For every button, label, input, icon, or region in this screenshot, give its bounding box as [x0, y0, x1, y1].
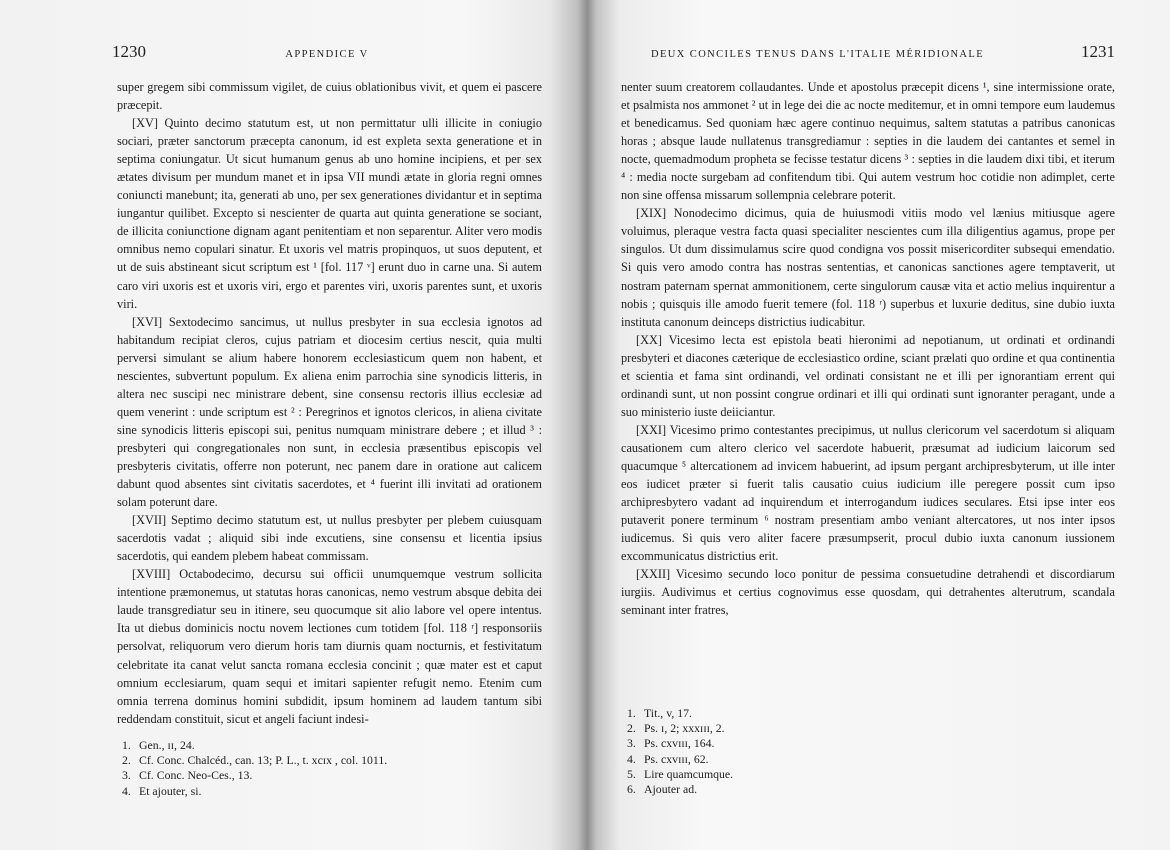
footnote-text: Cf. Conc. Chalcéd., can. 13; P. L., t. xcɪx , col. 1011.: [139, 753, 388, 768]
paragraph: [XVI] Sextodecimo sancimus, ut nullus presbyter in sua ecclesia ignotos ad habitandum recipiat cleros, cujus patriam et diocesim certius nescit, quia multi perversi simulant se alium habere honorem ecclesiasticum quem non habent, et nescientes, subvertunt populum. Ex aliena enim parrochia sine synodicis litteris, in altera nec suscipi nec ministrare debent, sine consensu rectoris illius ecclesiæ ad quem venerint : unde scriptum est ² : Peregrinos et ignotos clericos, in aliena civitate sine synodicis litteris episcopi sui, penitus numquam ministrare debere ; et illud ³ : presbyteri qui congregationales non sunt, in ecclesia præsentibus episcopis vel presbyteris civitatis, offerre non poterunt, nec panem dare in oratione aut calicem dabunt quod absentes sint civitatis sacerdotes, et ⁴ fuerint illi invitati ad orationem solam poterunt dare.: [117, 314, 542, 510]
footnote-text: Tit., v, 17.: [644, 706, 692, 720]
paragraph: nenter suum creatorem collaudantes. Unde et apostolus præcepit dicens ¹, sine intermissione orate, et psalmista nos ammonet ² ut in lege dei die ac nocte meditemur, et in omni tempore eum laudemus et benedicamus. Sed quoniam hæc agere continuo nequimus, saltem statutas a patribus canonicas horas ; absque laude nullatenus transgrediamur : septies in die laudem dei cantantes et semel in nocte, quemadmodum propheta se fecisse testatur dicens ³ : septies in die laudem dixi tibi, et iterum ⁴ : media nocte surgebam ad confitendum tibi. Qui autem vestrum hoc cotidie non adimplet, certe non sine offensa missarum sollempnia celebrare poterit.: [621, 80, 1115, 203]
footnote: [627, 706, 1107, 721]
footnote-text: Gen., ɪɪ, 24.: [139, 738, 195, 752]
footnote: [627, 721, 1107, 736]
footnote-number: 1.: [627, 706, 636, 720]
page-number: 1230: [112, 42, 146, 61]
footnote-number: 4.: [627, 751, 636, 766]
footnote-text: Ps. cxvɪɪɪ, 62.: [644, 751, 709, 766]
paragraph: [XVII] Septimo decimo statutum est, ut nullus presbyter per plebem cuiusquam sacerdotis vadat ; aliquid sibi inde excutiens, sine consensu et licentia ipsius sacerdotis, qui eandem plebem habeat commissam.: [117, 513, 542, 564]
footnote-text: Cf. Conc. Neo-Ces., 13.: [139, 768, 253, 783]
footnote: [627, 782, 1107, 797]
footnote-text: Ajouter ad.: [644, 782, 698, 797]
right-page-body: [621, 78, 1115, 619]
footnote: [122, 738, 542, 753]
left-page-header: [112, 42, 542, 68]
running-title: APPENDICE V: [285, 49, 369, 60]
footnote: [627, 767, 1107, 782]
footnote: [122, 784, 542, 799]
footnote-number: 1.: [122, 738, 131, 752]
footnote-number: 3.: [627, 736, 636, 751]
footnote: [122, 753, 542, 768]
footnote: [627, 752, 1107, 767]
right-page: [585, 0, 1170, 850]
footnote-text: Lire quamcumque.: [644, 766, 734, 781]
paragraph: [XVIII] Octabodecimo, decursu sui officii unumquemque vestrum sollicita intentione præmonemus, ut statutas horas canonicas, nemo vestrum absque debita dei laude transgrediatur seu in itinere, seu quocumque sit alio labore vel opere intentus. Ita ut diebus dominicis noctu novem lectiones cum totidem [fol. 118 ʳ] responsoriis persolvat, reliquorum vero dierum horis tam diurnis quam nocturnis, et festivitatum celebritate ita canat velut sancta romana ecclesia concinit ; quæ mater est et caput omnium ecclesiarum, quam sequi et imitari sapienter refugit nemo. Etenim cum omnia terrena dominus homini subdidit, ipsum hominem ad laudem tantum sibi reddendam constituit, sicut et angeli faciunt indesi-: [117, 567, 542, 726]
left-page-footnotes: [122, 738, 542, 799]
right-page-footnotes: [627, 706, 1107, 797]
footnote-number: 3.: [122, 768, 131, 783]
paragraph: [XXII] Vicesimo secundo loco ponitur de pessima consuetudine detrahendi et discordiarum iurgiis. Audivimus et certius cognovimus esse quosdam, qui detrahentes alterutrum, scandala seminant inter fratres,: [621, 567, 1115, 618]
footnote-number: 4.: [122, 783, 131, 798]
footnote-number: 2.: [627, 721, 636, 736]
paragraph: [XX] Vicesimo lecta est epistola beati hieronimi ad nepotianum, ut ordinati et ordinandi presbyteri et diacones cæterique de ecclesiastico ordine, sciant prælati quo ordine et qua continentia et scientia et fama sint ordinandi, vel ordinati consistant ne et illi per ignorantiam errent qui ordinandi sunt, ut non possint congrue ordinari et illi qui ordinati sunt ignoranter peragant, unde a suo ministerio iuste deiiciantur.: [621, 332, 1115, 419]
paragraph: [XIX] Nonodecimo dicimus, quia de huiusmodi vitiis modo vel lænius mitiusque agere voluimus, pleraque vestra facta quasi specialiter nescientes cum illa diligentius agamus, prope per singulos. Ut dum dissimulamus scire quod condigna vos possit misericorditer subsequi emendatio. Si quis vero amodo contra has nostras sententias, et canonicas sanctiones agere temptaverit, ut nostram paternam spernat ammonitionem, certe singulorum causæ vita et actio melius inquirentur a nobis ; quisquis ille amodo fuerit temere (fol. 118 ʳ) superbus et luxurie deditus, sine dubio iuxta instituta canonum deinceps districtius iudicabitur.: [621, 206, 1115, 329]
running-title: DEUX CONCILES TENUS DANS L'ITALIE MÉRIDIONALE: [651, 49, 985, 60]
footnote-number: 6.: [627, 782, 636, 797]
footnote-number: 2.: [122, 753, 131, 768]
paragraph: [XV] Quinto decimo statutum est, ut non permittatur ulli illicite in coniugio sociari, præter sanctorum præcepta canonum, id est expleta sexta generatione et in septima coniungatur. Ut sicut humanum genus ab uno homine incipiens, et per sex ætates divisum per mundum manet et in ipsa VII mundi ætate in gloria regni omnes coniuncti manebunt; ita, generati ab uno, per sex generationes dividantur et in septima iungantur quilibet. Excepto si nescienter de quarta aut quinta generatione se sociant, de illicita coniunctione dignam agant penitentiam et non separentur. Aliter vero modis omnibus nemo copulari sinatur. Et uxoris vel matris propinquos, ut suos deputent, et ut de suis abstineant sicut scriptum est ¹ [fol. 117 ᵛ] erunt duo in carne una. Si autem caro viri uxoris est et uxoris viri, ergo et parentes viri, uxoris parentes sunt, et uxoris viri.: [117, 116, 542, 311]
left-page-body: [117, 78, 542, 728]
paragraph: [XXI] Vicesimo primo contestantes precipimus, ut nullus clericorum vel sacerdotum si aliquam causationem cum altero clerico vel sacerdote habuerit, præsumat ad iudicium laicorum sed quacumque ⁵ altercationem ad invicem habuerint, ad ipsum pergant archipresbyterum, ut ille inter eos iudicet præter si fuerit talis causatio cuius iudicium ille peregere possit cum ipso archipresbytero vadant ad inquirendum et interrogandum iudices seculares. Etsi ipse inter eos putaverit ponere terminum ⁶ nostram presentiam ambo veniant altercatores, ut nos inter ipsos iudicemus. Si quis vero aliter facere præsumpserit, procul dubio iuxta canonum iussionem excommunicatus districtius erit.: [621, 422, 1115, 564]
footnote-text: Ps. cxvɪɪɪ, 164.: [644, 736, 715, 751]
paragraph: super gregem sibi commissum vigilet, de cuius oblationibus vivit, et quem ei pascere præcepit.: [117, 80, 542, 113]
footnote-number: 5.: [627, 766, 636, 781]
right-page-header: [621, 42, 1115, 68]
footnote: [627, 736, 1107, 751]
footnote-text: Et ajouter, si.: [139, 783, 202, 798]
footnote-text: Ps. ɪ, 2; xxxɪɪɪ, 2.: [644, 721, 725, 736]
page-number: 1231: [1081, 42, 1115, 61]
footnote: [122, 768, 542, 783]
